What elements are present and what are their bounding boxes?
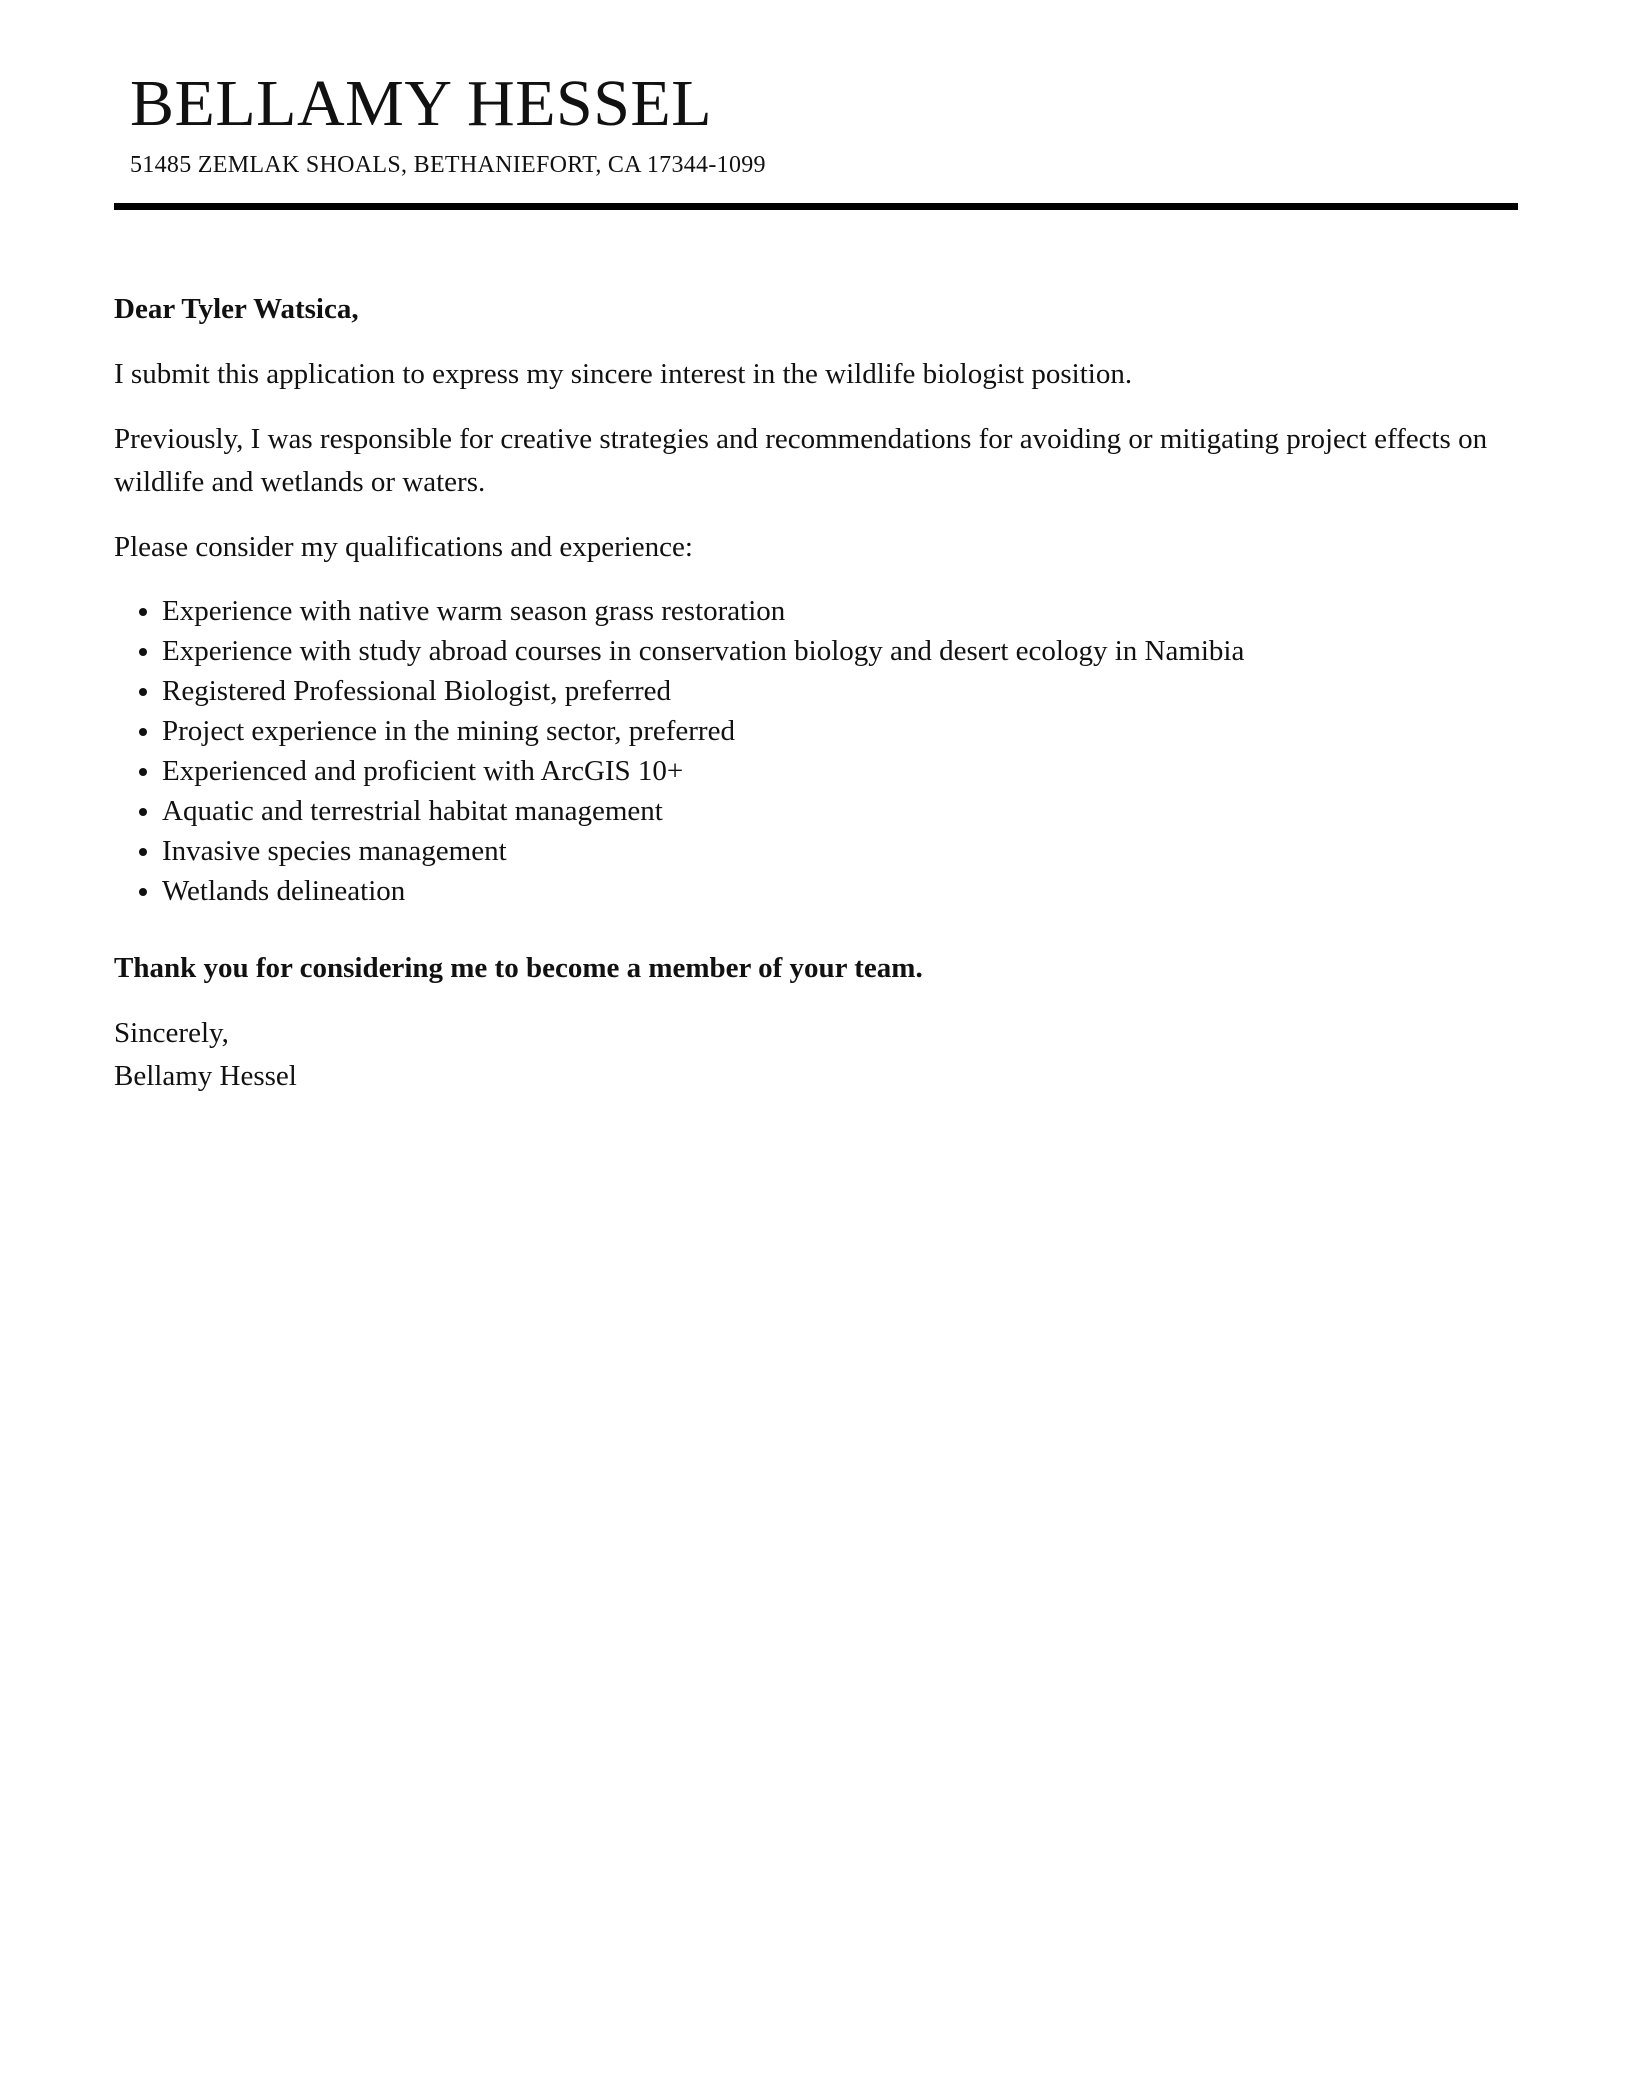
- list-item: • Project experience in the mining sector, preferred: [162, 711, 1514, 751]
- salutation: Dear Tyler Watsica,: [114, 293, 359, 325]
- experience-paragraph: Previously, I was responsible for creative strategies and recommendations for avoiding or mitigating project effects on wildlife and wetlands or waters.: [114, 423, 1488, 498]
- qualifications-intro: Please consider my qualifications and experience:: [114, 531, 693, 563]
- letter-body: [114, 288, 1514, 1098]
- letter-header: [130, 64, 1510, 180]
- list-item: • Registered Professional Biologist, preferred: [162, 671, 1514, 711]
- closing-statement: Thank you for considering me to become a member of your team.: [114, 952, 923, 984]
- list-item: • Experienced and proficient with ArcGIS 10+: [162, 751, 1514, 791]
- applicant-name: BELLAMY HESSEL: [130, 67, 713, 140]
- signoff: [114, 1012, 1514, 1098]
- list-item: • Invasive species management: [162, 831, 1514, 871]
- signature-name: Bellamy Hessel: [114, 1060, 297, 1092]
- applicant-address: 51485 ZEMLAK SHOALS, BETHANIEFORT, CA 17344-1099: [130, 152, 766, 178]
- list-item: • Experience with study abroad courses in conservation biology and desert ecology in Namibia: [162, 631, 1514, 671]
- signoff-text: Sincerely,: [114, 1017, 229, 1049]
- intro-paragraph: I submit this application to express my sincere interest in the wildlife biologist position.: [114, 358, 1133, 390]
- list-item: • Aquatic and terrestrial habitat management: [162, 791, 1514, 831]
- qualifications-list: [114, 591, 1514, 911]
- list-item: • Wetlands delineation: [162, 871, 1514, 911]
- list-item: • Experience with native warm season grass restoration: [162, 591, 1514, 631]
- header-divider: [114, 203, 1518, 210]
